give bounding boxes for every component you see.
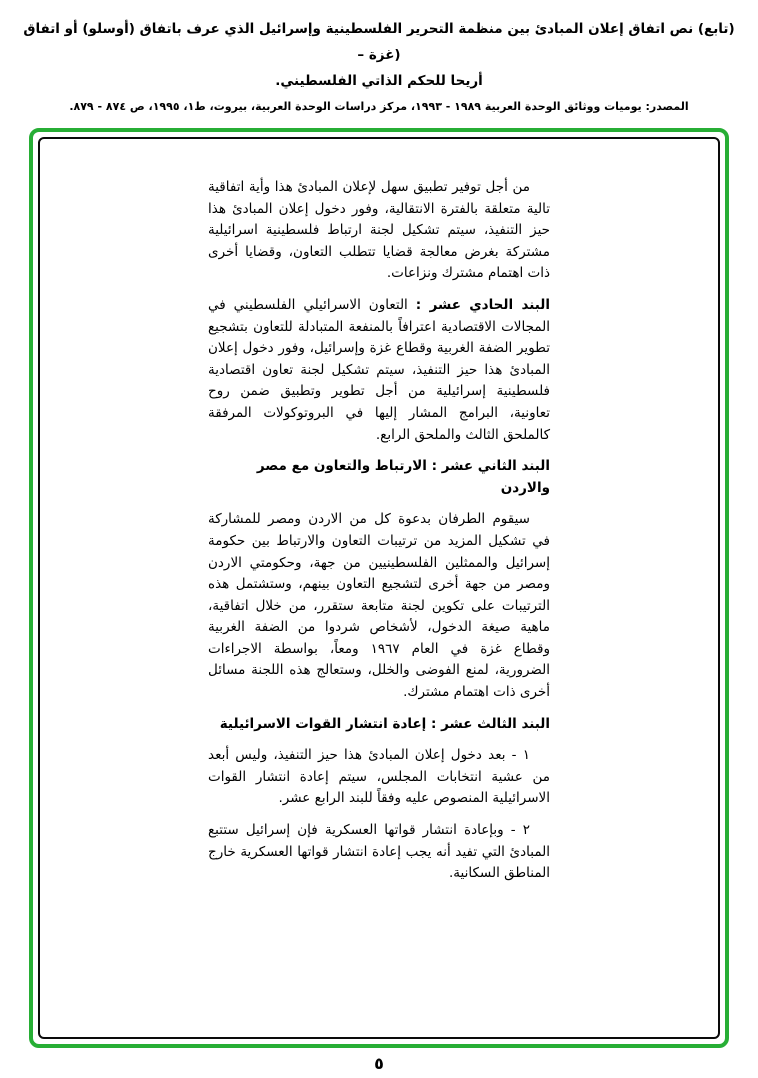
page-header [0,0,758,118]
header-title-line-2: أريحا للحكم الذاتي الفلسطيني. [275,73,483,89]
paragraph-clause-twelve: سيقوم الطرفان بدعوة كل من الاردن ومصر للمشاركة في تشكيل المزيد من ترتيبات التعاون والارتباط بين حكومة إسرائيل والممثلين الفلسطينيين من جهة، وحكومتي الاردن ومصر من جهة أخرى لتشجيع التعاون بينهم، وستشتمل هذه الترتيبات على تكوين لجنة متابعة ستقرر، من خلال اتفاقية، ماهية صيغة الدخول، لأشخاص شردوا من الضفة الغربية وقطاع غزة في العام ١٩٦٧ ومعاً، بواسطة الاجراءات الضرورية، لمنع الفوضى والخلل، وستعالج هذه اللجنة مسائل أخرى ذات اهتمام مشترك. [208,511,550,701]
paragraph-clause-thirteen-item-1: ١ - بعد دخول إعلان المبادئ هذا حيز التنفيذ، وليس أبعد من عشية انتخابات المجلس، سيتم إعادة انتشار القوات الاسرائيلية المنصوص عليه وفقاً للبند الرابع عشر. [208,747,550,807]
page-number: ٥ [374,1054,384,1073]
body-text-column [208,177,550,885]
clause-eleven-label: البند الحادي عشر : [415,296,551,313]
inner-black-frame [38,137,720,1039]
paragraph-clause-eleven [208,295,550,446]
green-border-frame [29,128,729,1048]
clause-thirteen-heading: البند الثالث عشر : إعادة انتشار القوات الاسرائيلية [219,715,550,732]
clause-eleven-text: التعاون الاسرائيلي الفلسطيني في المجالات الاقتصادية اعترافاً بالمنفعة المتبادلة للتعاون بتشجيع تطوير الضفة الغربية وقطاع غزة وإسرائيل، وفور دخول إعلان المبادئ هذا حيز التنفيذ، سيتم تشكيل لجنة تعاون اقتصادية فلسطينية إسرائيلية من أجل تطوير وتطبيق ضمن روح تعاونية، البرامج المشار إليها في البروتوكولات المرفقة كالملحق الثالث والملحق الرابع. [208,296,550,443]
paragraph-clause-thirteen-item-2: ٢ - وبإعادة انتشار قواتها العسكرية فإن إسرائيل ستتبع المبادئ التي تفيد أنه يجب إعادة انتشار قواتها العسكرية خارج المناطق السكانية. [208,822,550,882]
header-title-line-1: (تابع) نص اتفاق إعلان المبادئ بين منظمة التحرير الفلسطينية وإسرائيل الذي عرف باتفاق (أوسلو) أو اتفاق (غزة – [23,21,735,63]
paragraph-intro: من أجل توفير تطبيق سهل لإعلان المبادئ هذا وأية اتفاقية تالية متعلقة بالفترة الانتقالية، وفور دخول إعلان المبادئ هذا حيز التنفيذ، سيتم تشكيل لجنة ارتباط فلسطينية اسرائيلية مشتركة بغرض معالجة قضايا تتطلب التعاون، وقضايا أخرى ذات اهتمام مشترك ونزاعات. [208,179,550,282]
clause-twelve-heading: البند الثاني عشر : الارتباط والتعاون مع مصر والاردن [256,458,550,496]
header-source-citation: المصدر: يوميات ووثائق الوحدة العربية ١٩٨٩ - ١٩٩٣، مركز دراسات الوحدة العربية، بيروت، ط١، ١٩٩٥، ص ٨٧٤ - ٨٧٩. [69,100,689,113]
